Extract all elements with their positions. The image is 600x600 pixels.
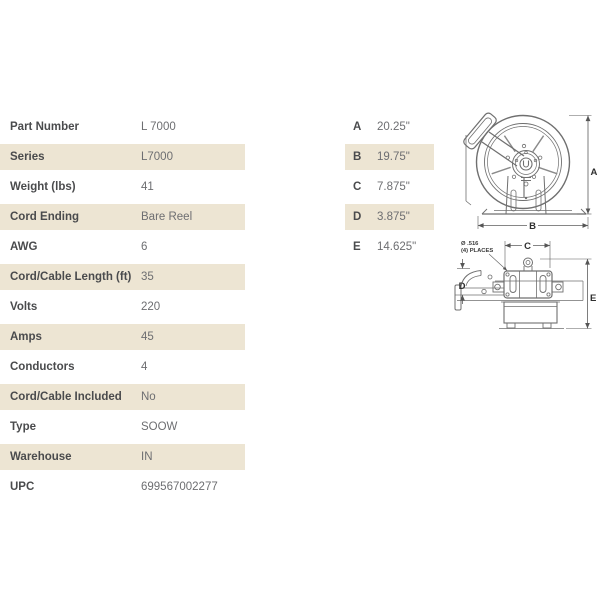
table-row (0, 322, 245, 352)
row-label: Part Number (10, 121, 80, 133)
reel-base (482, 209, 586, 214)
spec-table (0, 112, 245, 502)
table-row (0, 262, 245, 292)
row-label: B (353, 151, 362, 163)
reel-side-view (462, 112, 586, 214)
row-label: Cord/Cable Included (10, 391, 122, 403)
row-value: 3.875" (377, 211, 410, 223)
table-row (345, 172, 434, 202)
dimension-table (345, 112, 434, 262)
reel-top-view (455, 258, 583, 329)
table-row (0, 442, 245, 472)
dim-label-d: D (458, 281, 466, 292)
row-value: L7000 (141, 151, 173, 163)
row-value: 7.875" (377, 181, 410, 193)
dimension-a (569, 116, 592, 215)
row-value: 35 (141, 271, 154, 283)
dim-label-e: E (590, 293, 597, 304)
row-label: UPC (10, 481, 35, 493)
row-value: SOOW (141, 421, 178, 433)
dim-label-c: C (524, 241, 531, 252)
table-row (0, 172, 245, 202)
row-value: 41 (141, 181, 154, 193)
table-row (0, 232, 245, 262)
table-row (345, 142, 434, 172)
row-label: Cord/Cable Length (ft) (10, 271, 132, 283)
table-row (0, 292, 245, 322)
row-label: Cord Ending (10, 211, 79, 223)
table-row (345, 202, 434, 232)
row-value: 19.75" (377, 151, 410, 163)
table-row (0, 382, 245, 412)
row-label: Conductors (10, 361, 75, 373)
row-label: Type (10, 421, 36, 433)
row-label: Series (10, 151, 45, 163)
table-row (0, 142, 245, 172)
row-label: E (353, 241, 361, 253)
row-value: 20.25" (377, 121, 410, 133)
table-row (0, 202, 245, 232)
ratchet-knob (524, 258, 533, 271)
row-value: 220 (141, 301, 161, 313)
row-label: A (353, 121, 362, 133)
table-row (345, 112, 434, 142)
mounting-bracket (504, 271, 552, 298)
row-value: No (141, 391, 156, 403)
row-value: 699567002277 (141, 481, 218, 493)
row-label: D (353, 211, 362, 223)
row-label: Warehouse (10, 451, 72, 463)
table-row (345, 232, 434, 262)
hole-annotation-line2: (4) PLACES (461, 248, 494, 254)
table-row (0, 412, 245, 442)
row-value: 4 (141, 361, 148, 373)
row-label: C (353, 181, 362, 193)
row-value: 6 (141, 241, 148, 253)
reel-drum (499, 302, 564, 329)
row-label: Amps (10, 331, 42, 343)
guide-arm (462, 112, 524, 166)
table-row (0, 472, 245, 502)
row-value: 14.625" (377, 241, 417, 253)
dim-label-b: B (529, 221, 536, 232)
table-row (0, 352, 245, 382)
dim-label-a: A (590, 167, 598, 178)
dimension-e (540, 259, 592, 329)
row-label: AWG (10, 241, 38, 253)
row-value: 45 (141, 331, 154, 343)
hole-annotation-line1: Ø .516 (461, 241, 479, 247)
row-label: Volts (10, 301, 38, 313)
row-value: Bare Reel (141, 211, 193, 223)
hole-annotation (461, 241, 507, 271)
table-row (0, 112, 245, 142)
technical-drawing (440, 105, 600, 350)
row-value: IN (141, 451, 153, 463)
row-value: L 7000 (141, 121, 176, 133)
row-label: Weight (lbs) (10, 181, 76, 193)
